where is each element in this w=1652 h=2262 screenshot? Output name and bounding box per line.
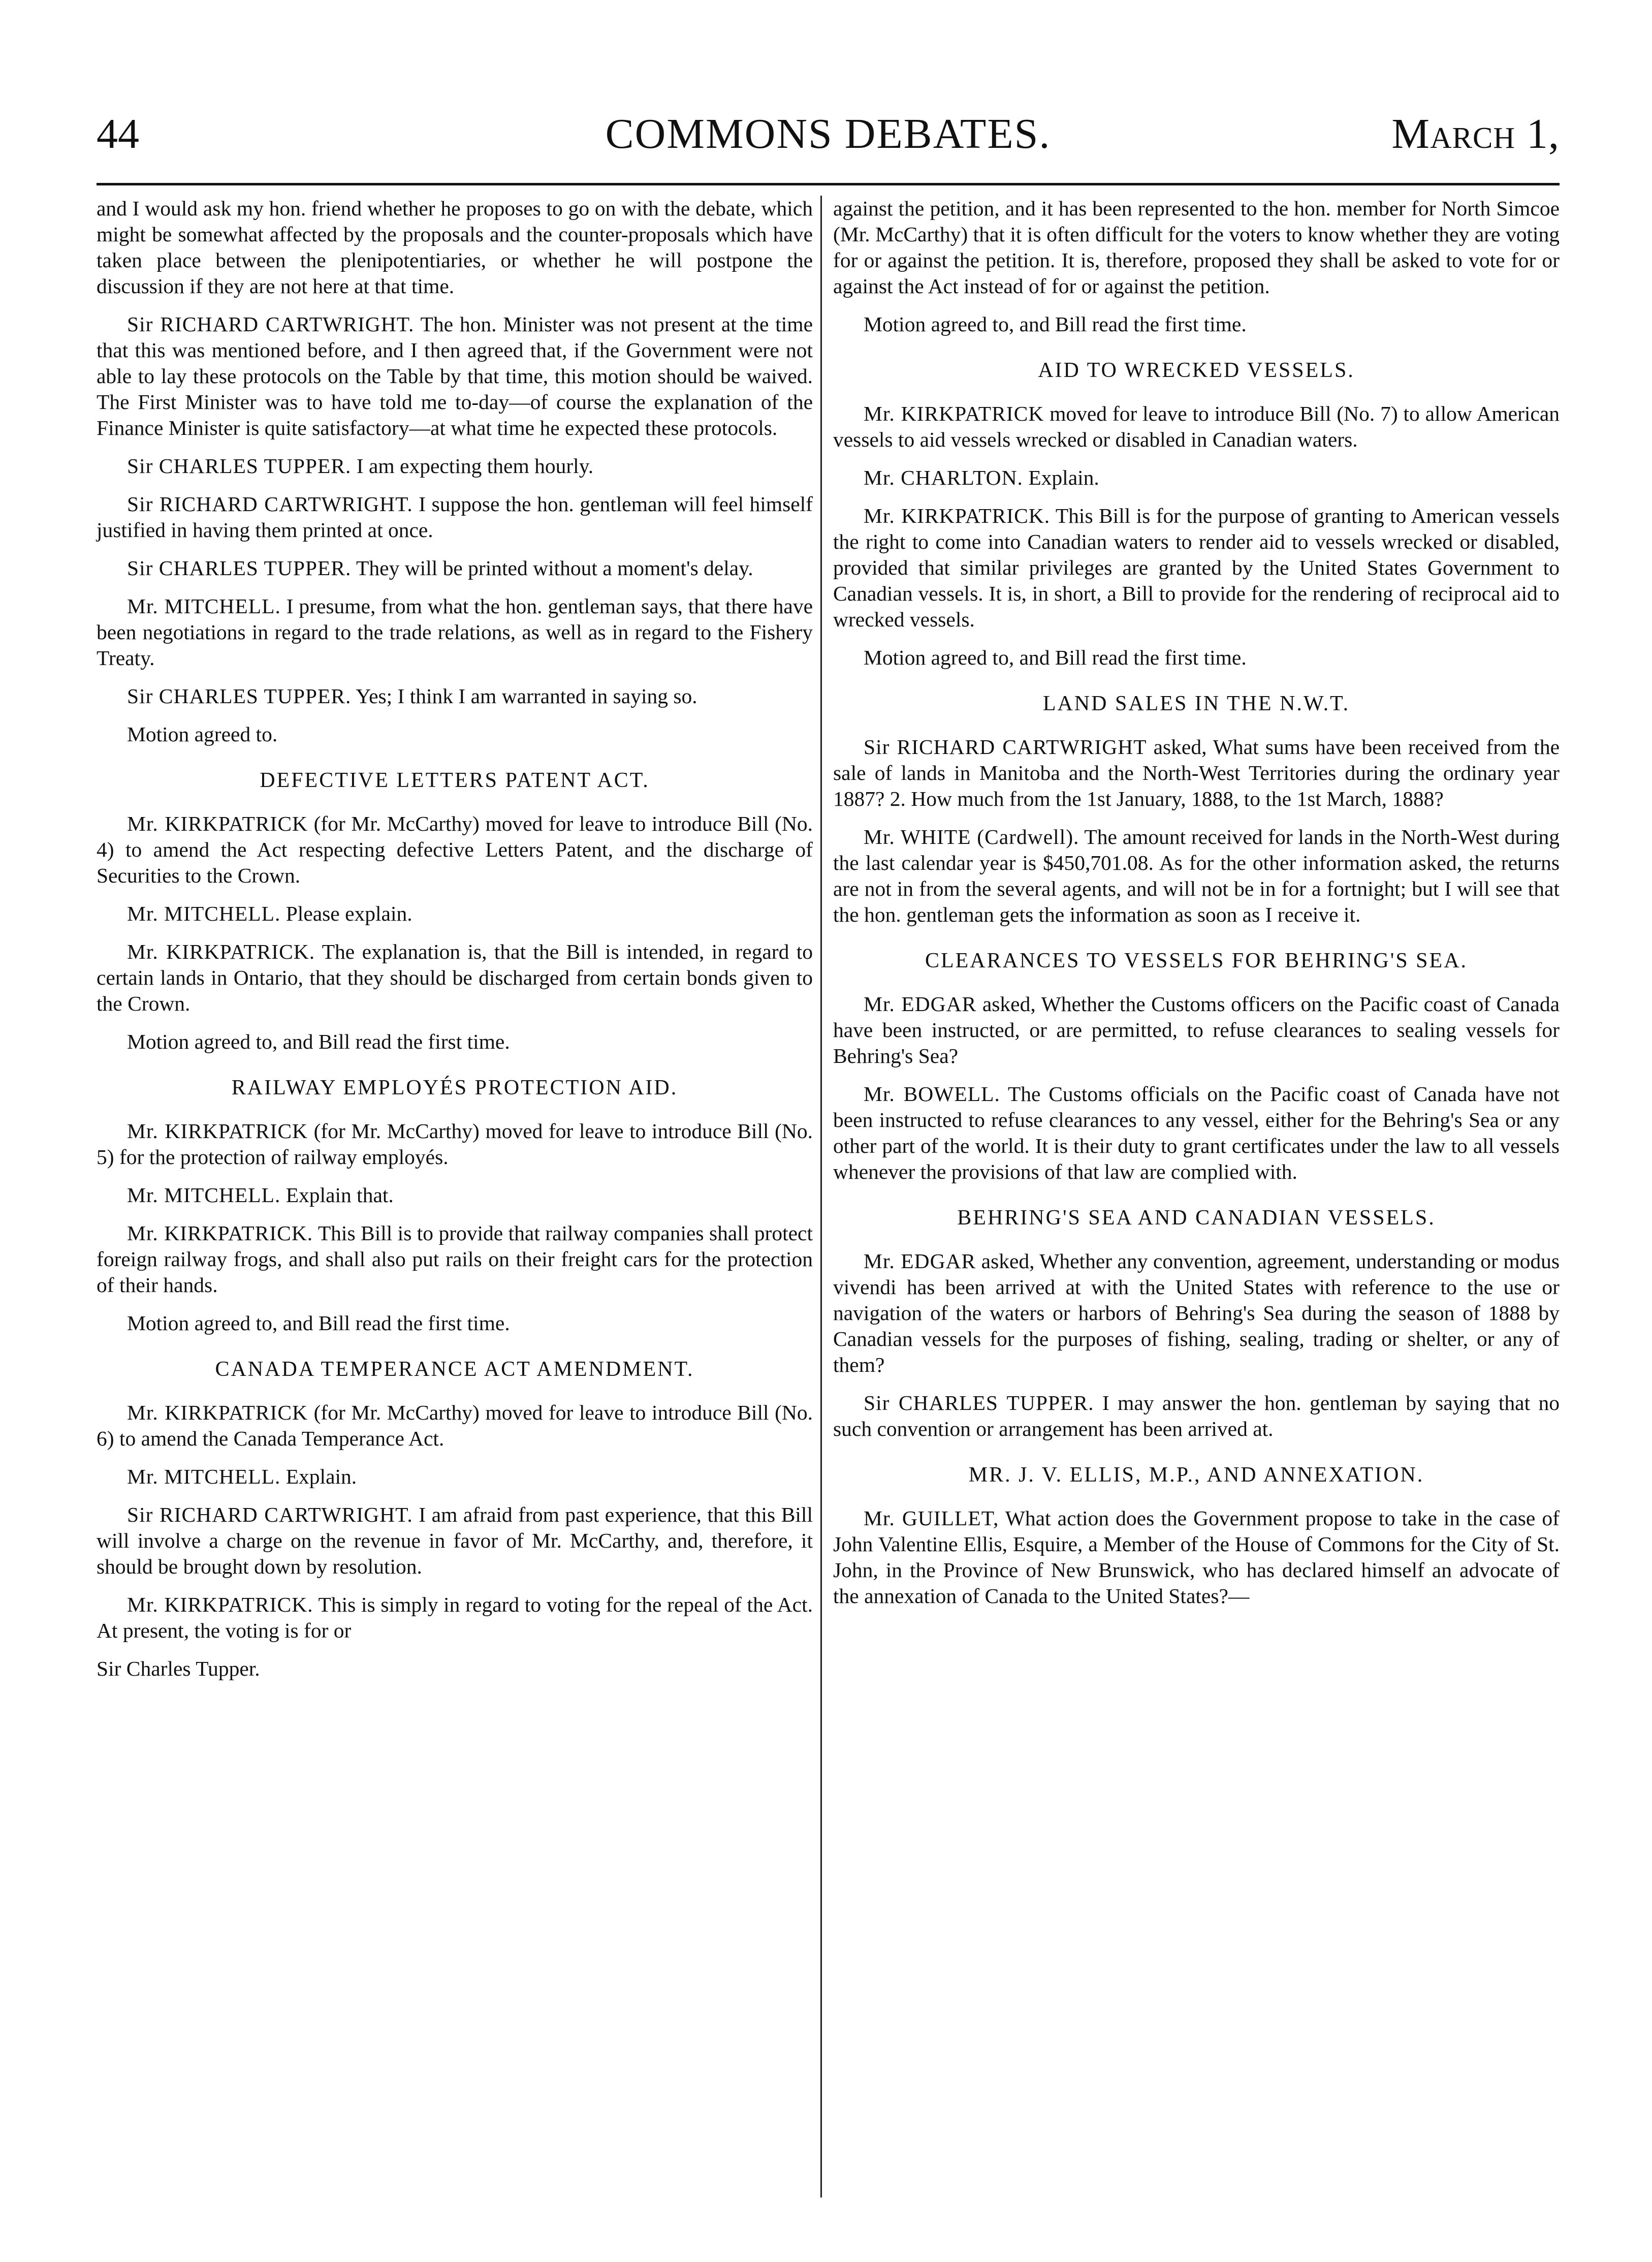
speaker-name: Sir CHARLES TUPPER. xyxy=(127,556,352,580)
speech-paragraph xyxy=(97,453,813,479)
speaker-name: Mr. EDGAR xyxy=(864,1249,976,1273)
paragraph-text: (for Mr. McCarthy) moved for leave to introduce Bill (No. 5) for the protection of railway employés. xyxy=(97,1119,813,1169)
speaker-name: Mr. KIRKPATRICK xyxy=(127,1119,308,1143)
section-heading: CANADA TEMPERANCE ACT AMENDMENT. xyxy=(215,1358,694,1381)
speech-paragraph xyxy=(833,1505,1560,1609)
speech-paragraph xyxy=(833,1248,1560,1378)
speaker-name: Mr. EDGAR xyxy=(864,992,977,1016)
paragraph xyxy=(97,1656,813,1682)
speech-paragraph xyxy=(97,311,813,441)
speaker-name: Sir RICHARD CARTWRIGHT xyxy=(864,735,1147,759)
speaker-name: Mr. KIRKPATRICK. xyxy=(864,504,1051,527)
paragraph-text: I suppose the hon. gentleman will feel himself justified in having them printed at once. xyxy=(97,492,813,542)
paragraph xyxy=(97,1310,813,1336)
speech-paragraph xyxy=(97,1118,813,1170)
running-title: COMMONS DEBATES. xyxy=(605,110,1051,158)
paragraph-text: I am afraid from past experience, that this Bill will involve a charge on the revenue in favor of Mr. McCarthy, and, therefore, it should be brought down by resolution. xyxy=(97,1503,813,1578)
paragraph-text: This Bill is for the purpose of granting to American vessels the right to come into Canadian waters to render aid to vessels wrecked or disabled, provided that similar privileges are granted by the United States Government to Canadian vessels. It is, in short, a Bill to provide for the rendering of reciprocal aid to wrecked vessels. xyxy=(833,504,1560,631)
paragraph-text: and I would ask my hon. friend whether he proposes to go on with the debate, which might be somewhat affected by the proposals and the counter-proposals which have taken place between the plenipotentiaries, or whether he will postpone the discussion if they are not here at that time. xyxy=(97,197,813,298)
speaker-name: Sir RICHARD CARTWRIGHT. xyxy=(127,1503,413,1526)
paragraph xyxy=(97,1029,813,1055)
speaker-name: Mr. KIRKPATRICK xyxy=(864,402,1044,425)
speaker-name: Mr. MITCHELL. xyxy=(127,594,281,618)
page-number: 44 xyxy=(97,110,139,158)
paragraph-text: What action does the Government propose to take in the case of John Valentine Ellis, Esquire, a Member of the House of Commons for the City of St. John, in the Province of New Brunswick, who has declared himself an advocate of the annexation of Canada to the United States?— xyxy=(833,1506,1560,1608)
paragraph-text: This is simply in regard to voting for the repeal of the Act. At present, the voting is for or xyxy=(97,1593,813,1642)
paragraph-text: Sir Charles Tupper. xyxy=(97,1657,260,1680)
paragraph-text: Motion agreed to, and Bill read the first time. xyxy=(864,646,1247,669)
speech-paragraph xyxy=(97,683,813,709)
speaker-name: Sir CHARLES TUPPER. xyxy=(127,684,352,708)
left-column xyxy=(97,196,813,1694)
paragraph-text: asked, What sums have been received from the sale of lands in Manitoba and the North-West Territories during the ordinary year 1887? 2. How much from the 1st January, 1888, to the 1st March, 1888? xyxy=(833,735,1560,810)
paragraph xyxy=(97,196,813,299)
speech-paragraph xyxy=(97,491,813,543)
paragraph-text: asked, Whether any convention, agreement, understanding or modus vivendi has been arrived at with the United States with reference to the use or navigation of the waters or harbors of Behring's Sea during the season of 1888 by Canadian vessels for the purposes of fishing, sealing, trading or shelter, or any of them? xyxy=(833,1249,1560,1376)
section-heading: RAILWAY EMPLOYÉS PROTECTION AID. xyxy=(231,1076,678,1099)
running-date: March 1, xyxy=(1391,110,1560,158)
running-header xyxy=(97,104,1560,180)
speech-paragraph xyxy=(833,991,1560,1069)
paragraph-text: against the petition, and it has been represented to the hon. member for North Simcoe (Mr. McCarthy) that it is often difficult for the voters to know whether they are voting for or against the petition. It is, therefore, proposed they shall be asked to vote for or against the Act instead of for or against the petition. xyxy=(833,197,1560,298)
paragraph-text: They will be printed without a moment's delay. xyxy=(356,556,753,580)
speaker-name: Mr. MITCHELL. xyxy=(127,1465,281,1488)
speech-paragraph xyxy=(833,465,1560,491)
speech-paragraph xyxy=(97,811,813,889)
section-heading: DEFECTIVE LETTERS PATENT ACT. xyxy=(260,769,650,792)
speech-paragraph xyxy=(833,824,1560,928)
paragraph-text: Motion agreed to, and Bill read the first time. xyxy=(127,1311,510,1335)
speaker-name: Mr. KIRKPATRICK xyxy=(127,1401,308,1424)
paragraph-text: Explain. xyxy=(1028,466,1099,489)
paragraph-text: The amount received for lands in the North-West during the last calendar year is $450,701.08. As for the other information asked, the returns are not in from the several agents, and will not be in for a fortnight; but I will see that the hon. gentleman gets the information as soon as I receive it. xyxy=(833,825,1560,926)
paragraph-text: I am expecting them hourly. xyxy=(356,454,594,478)
paragraph-text: Motion agreed to, and Bill read the first time. xyxy=(864,312,1247,336)
section-heading: LAND SALES IN THE N.W.T. xyxy=(1042,692,1350,715)
speaker-name: Mr. CHARLTON. xyxy=(864,466,1023,489)
paragraph xyxy=(833,311,1560,337)
speech-paragraph xyxy=(97,1182,813,1208)
paragraph-text: asked, Whether the Customs officers on the Pacific coast of Canada have been instructed, or are permitted, to refuse clearances to sealing vessels for Behring's Sea? xyxy=(833,992,1560,1067)
paragraph-text: The Customs officials on the Pacific coast of Canada have not been instructed to refuse clearances to any vessel, either for the Behring's Sea or any other part of the world. It is their duty to grant certificates under the law to all vessels whenever the provisions of that law are complied with. xyxy=(833,1082,1560,1183)
speech-paragraph xyxy=(833,401,1560,453)
speech-paragraph xyxy=(97,939,813,1017)
speaker-name: Sir CHARLES TUPPER. xyxy=(127,454,352,478)
section-heading: MR. J. V. ELLIS, M.P., AND ANNEXATION. xyxy=(968,1463,1424,1487)
speaker-name: Mr. MITCHELL. xyxy=(127,1183,281,1207)
speech-paragraph xyxy=(97,1592,813,1644)
speaker-name: Mr. GUILLET, xyxy=(864,1506,999,1530)
speaker-name: Mr. KIRKPATRICK xyxy=(127,812,308,835)
section-heading: AID TO WRECKED VESSELS. xyxy=(1038,359,1355,382)
speaker-name: Sir RICHARD CARTWRIGHT. xyxy=(127,492,413,516)
paragraph-text: Motion agreed to, and Bill read the first time. xyxy=(127,1030,510,1053)
paragraph-text: Please explain. xyxy=(285,902,412,925)
speech-paragraph xyxy=(97,593,813,671)
speech-paragraph xyxy=(97,901,813,927)
paragraph-text: This Bill is to provide that railway companies shall protect foreign railway frogs, and shall also put rails on their freight cars for the protection of their hands. xyxy=(97,1221,813,1297)
speech-paragraph xyxy=(97,1400,813,1452)
paragraph-text: Explain. xyxy=(285,1465,357,1488)
speech-paragraph xyxy=(97,1220,813,1298)
speech-paragraph xyxy=(97,555,813,581)
paragraph xyxy=(97,721,813,747)
section-heading: BEHRING'S SEA AND CANADIAN VESSELS. xyxy=(957,1206,1436,1230)
column-divider xyxy=(820,196,822,2197)
paragraph-text: (for Mr. McCarthy) moved for leave to introduce Bill (No. 6) to amend the Canada Temperance Act. xyxy=(97,1401,813,1450)
speaker-name: Mr. BOWELL. xyxy=(864,1082,1000,1106)
speech-paragraph xyxy=(833,734,1560,812)
paragraph-text: moved for leave to introduce Bill (No. 7) to allow American vessels to aid vessels wrecked or disabled in Canadian waters. xyxy=(833,402,1560,451)
header-rule xyxy=(97,183,1560,185)
right-column xyxy=(833,196,1560,1621)
speech-paragraph xyxy=(97,1464,813,1490)
paragraph xyxy=(833,196,1560,299)
speech-paragraph xyxy=(833,503,1560,633)
speaker-name: Mr. KIRKPATRICK. xyxy=(127,1221,313,1245)
paragraph-text: Explain that. xyxy=(285,1183,394,1207)
paragraph-text: I may answer the hon. gentleman by saying that no such convention or arrangement has been arrived at. xyxy=(833,1391,1560,1440)
paragraph-text: The explanation is, that the Bill is intended, in regard to certain lands in Ontario, that they should be discharged from certain bonds given to the Crown. xyxy=(97,940,813,1015)
section-heading: CLEARANCES TO VESSELS FOR BEHRING'S SEA. xyxy=(925,949,1468,972)
paragraph-text: Motion agreed to. xyxy=(127,722,278,746)
speaker-name: Sir RICHARD CARTWRIGHT. xyxy=(127,312,415,336)
speaker-name: Mr. MITCHELL. xyxy=(127,902,281,925)
speaker-name: Mr. KIRKPATRICK. xyxy=(127,1593,313,1616)
speech-paragraph xyxy=(833,1081,1560,1185)
speaker-name: Sir CHARLES TUPPER. xyxy=(864,1391,1094,1415)
speaker-name: Mr. WHITE (Cardwell). xyxy=(864,825,1079,849)
speaker-name: Mr. KIRKPATRICK. xyxy=(127,940,315,963)
paragraph-text: (for Mr. McCarthy) moved for leave to introduce Bill (No. 4) to amend the Act respecting defective Letters Patent, and the discharge of Securities to the Crown. xyxy=(97,812,813,887)
paragraph xyxy=(833,645,1560,671)
paragraph-text: Yes; I think I am warranted in saying so. xyxy=(356,684,697,708)
speech-paragraph xyxy=(97,1502,813,1580)
paragraph-text: I presume, from what the hon. gentleman says, that there have been negotiations in regard to the trade relations, as well as in regard to the Fishery Treaty. xyxy=(97,594,813,670)
speech-paragraph xyxy=(833,1390,1560,1442)
paragraph-text: The hon. Minister was not present at the time that this was mentioned before, and I then agreed that, if the Government were not able to lay these protocols on the Table by that time, this motion should be waived. The First Minister was to have told me to-day—of course the explanation of the Finance Minister is quite satisfactory—at what time he expected these protocols. xyxy=(97,312,813,439)
